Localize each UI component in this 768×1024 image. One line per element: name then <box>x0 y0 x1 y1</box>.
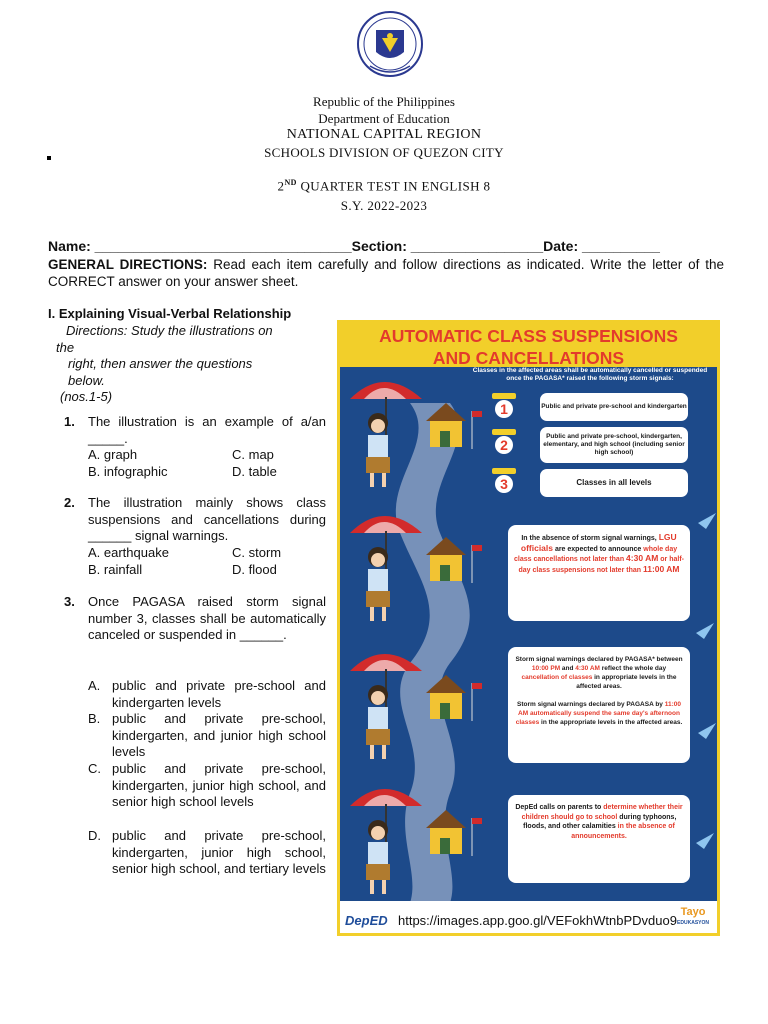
bullet-mark <box>47 156 51 160</box>
signal-3-box: Classes in all levels <box>540 469 688 497</box>
note-storm-signal-warnings: Storm signal warnings declared by PAGASA* between 10:00 PM and 4:30 AM reflect the whole day cancellation of classes in appropriate levels in the affected areas. Storm signal warnings declared by PAGASA by 11:00 AM automatically suspend the same day's afternoon classes in the appropriate levels in the affected areas. <box>508 647 690 763</box>
q1-option-d[interactable]: D. table <box>232 464 277 479</box>
infographic <box>337 320 720 936</box>
school-year: S.Y. 2022-2023 <box>340 198 428 213</box>
infographic-title: AUTOMATIC CLASS SUSPENSIONS AND CANCELLATIONS <box>340 323 717 367</box>
header-republic: Republic of the Philippines <box>313 94 455 109</box>
question-2-text: The illustration mainly shows class suspensions and cancellations during ______ signal warnings. <box>88 495 326 543</box>
q1-option-b[interactable]: B. infographic <box>88 464 168 479</box>
q2-option-c[interactable]: C. storm <box>232 545 282 560</box>
q2-option-b[interactable]: B. rainfall <box>88 562 143 577</box>
general-directions-label: GENERAL DIRECTIONS: <box>48 257 208 272</box>
infographic-subtitle: Classes in the affected areas shall be automatically cancelled or suspended once the PAGASA* raised the following storm signals: <box>472 367 708 382</box>
q2-option-d[interactable]: D. flood <box>232 562 277 577</box>
svg-text:2: 2 <box>500 437 508 453</box>
girl-umbrella-illustration-3 <box>344 643 494 773</box>
q1-option-a[interactable]: A. graph <box>88 447 138 462</box>
deped-logo: DepED <box>345 913 388 928</box>
image-source-link[interactable]: https://images.app.goo.gl/VEFokhWtnbPDvduo9 <box>398 913 677 928</box>
name-section-date-line[interactable]: Name: _________________________________Section: _________________Date: __________ <box>48 238 660 254</box>
storm-signal-3-icon <box>490 468 518 494</box>
question-3-text: Once PAGASA raised storm signal number 3, classes shall be automatically canceled or suspended in ______. <box>88 594 326 642</box>
deped-seal-logo <box>356 8 424 88</box>
general-directions <box>48 256 724 290</box>
note-lgu-officials: In the absence of storm signal warnings, LGU officials are expected to announce whole day class cancellations not later than 4:30 AM or half-day class suspensions not later than 11:00 AM <box>508 525 690 621</box>
storm-signal-2-icon <box>490 429 518 455</box>
storm-signal-1-icon <box>490 393 518 419</box>
note-deped-calls-parents: DepEd calls on parents to determine whether their children should go to school during typhoons, floods, and other calamities in the absence of announcements. <box>508 795 690 883</box>
q1-option-c[interactable]: C. map <box>232 447 274 462</box>
girl-umbrella-illustration <box>344 371 494 501</box>
question-1-text: The illustration is an example of a/an _____. <box>88 414 326 446</box>
question-2: 2. The illustration mainly shows class suspensions and cancellations during ______ signal warnings. A. earthquake B. rainfall C. storm D. flood <box>64 495 326 577</box>
signal-1-box: Public and private pre-school and kindergarten <box>540 393 688 421</box>
header-division: SCHOOLS DIVISION OF QUEZON CITY <box>264 145 504 160</box>
rain-decoration <box>692 513 720 913</box>
girl-umbrella-illustration-4 <box>344 778 494 908</box>
svg-text:1: 1 <box>500 401 508 417</box>
section-title: I. Explaining Visual-Verbal Relationship <box>48 306 292 321</box>
question-1: 1. The illustration is an example of a/an _____. A. graph B. infographic C. map D. table <box>64 414 326 479</box>
q2-option-a[interactable]: A. earthquake <box>88 545 169 560</box>
svg-text:3: 3 <box>500 476 508 492</box>
signal-2-box: Public and private pre-school, kindergarten, elementary, and high school (including senior high school) <box>540 427 688 463</box>
header-region: NATIONAL CAPITAL REGION <box>286 127 482 142</box>
question-3: 3. Once PAGASA raised storm signal number 3, classes shall be automatically canceled or suspended in ______. A. public and private pre-school and kindergarten levels B. public and private pre-school, kindergarten, and junior high school levels C. public and private pre-school, kindergarten, junior high school, and senior high school levels D. public and private pre-school, kindergarten, junior high school, senior high school, and tertiary levels <box>64 594 326 876</box>
tayo-logo: Tayo EDUKASYON <box>677 906 709 926</box>
test-title: 2ND QUARTER TEST IN ENGLISH 8 <box>277 178 491 194</box>
girl-umbrella-illustration-2 <box>344 505 494 635</box>
general-directions-text: Read each item carefully and follow directions as indicated. Write the letter of the CORRECT answer on your answer sheet. <box>48 257 724 289</box>
header-department: Department of Education <box>318 111 450 126</box>
section-directions: Directions: Study the illustrations on the right, then answer the questions below. (nos.1-5) <box>56 323 273 404</box>
